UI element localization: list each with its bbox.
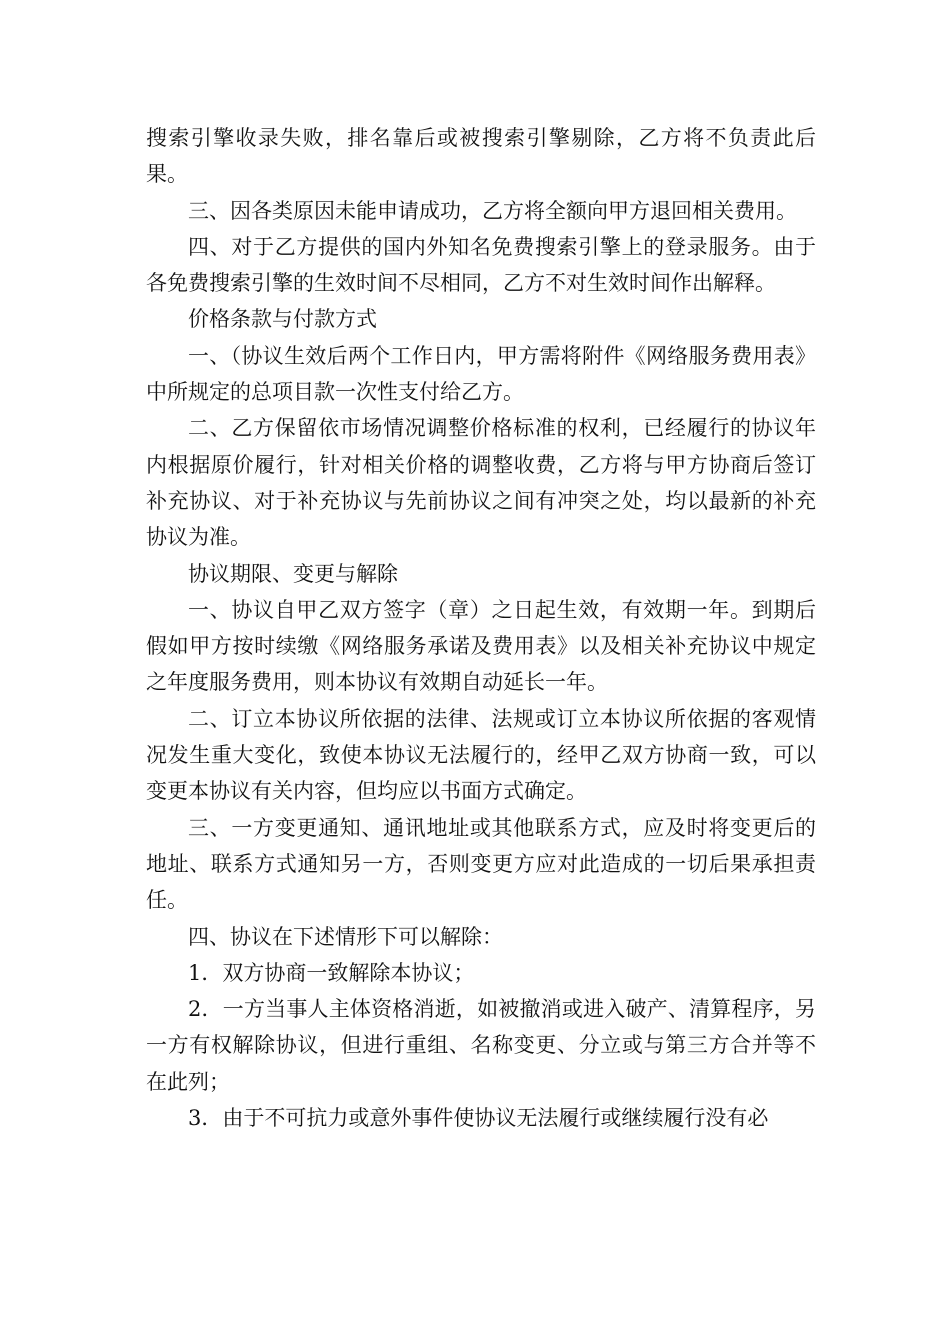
paragraph-term-4: 四、协议在下述情形下可以解除： bbox=[188, 924, 503, 949]
section-heading-pricing: 价格条款与付款方式 bbox=[188, 307, 377, 332]
document-body bbox=[146, 120, 816, 1136]
paragraph-term-2: 二、订立本协议所依据的法律、法规或订立本协议所依据的客观情况发生重大变化，致使本协议无法履行的，经甲乙双方协商一致，可以变更本协议有关内容，但均应以书面方式确定。 bbox=[146, 706, 816, 804]
paragraph-pricing-1: 一、（协议生效后两个工作日内，甲方需将附件《网络服务费用表》中所规定的总项目款一次性支付给乙方。 bbox=[146, 343, 816, 405]
paragraph-clause-4: 四、对于乙方提供的国内外知名免费搜索引擎上的登录服务。由于各免费搜索引擎的生效时间不尽相同，乙方不对生效时间作出解释。 bbox=[146, 234, 816, 296]
paragraph-term-1: 一、协议自甲乙双方签字（章）之日起生效，有效期一年。到期后假如甲方按时续缴《网络服务承诺及费用表》以及相关补充协议中规定之年度服务费用，则本协议有效期自动延长一年。 bbox=[146, 597, 816, 695]
list-item-termination-1: 1．双方协商一致解除本协议； bbox=[188, 960, 475, 985]
list-item-termination-3: 3．由于不可抗力或意外事件使协议无法履行或继续履行没有必 bbox=[188, 1106, 769, 1131]
paragraph-clause-3: 三、因各类原因未能申请成功，乙方将全额向甲方退回相关费用。 bbox=[188, 198, 797, 223]
section-heading-term: 协议期限、变更与解除 bbox=[188, 561, 398, 586]
list-item-termination-2: 2．一方当事人主体资格消逝，如被撤消或进入破产、清算程序，另一方有权解除协议，但进行重组、名称变更、分立或与第三方合并等不在此列； bbox=[146, 997, 816, 1094]
paragraph-pricing-2: 二、乙方保留依市场情况调整价格标准的权利，已经履行的协议年内根据原价履行，针对相关价格的调整收费，乙方将与甲方协商后签订补充协议、对于补充协议与先前协议之间有冲突之处，均以最新的补充协议为准。 bbox=[146, 416, 816, 550]
paragraph-continuation: 搜索引擎收录失败，排名靠后或被搜索引擎剔除，乙方将不负责此后果。 bbox=[146, 126, 816, 187]
paragraph-term-3: 三、一方变更通知、通讯地址或其他联系方式，应及时将变更后的地址、联系方式通知另一方，否则变更方应对此造成的一切后果承担责任。 bbox=[146, 815, 816, 913]
